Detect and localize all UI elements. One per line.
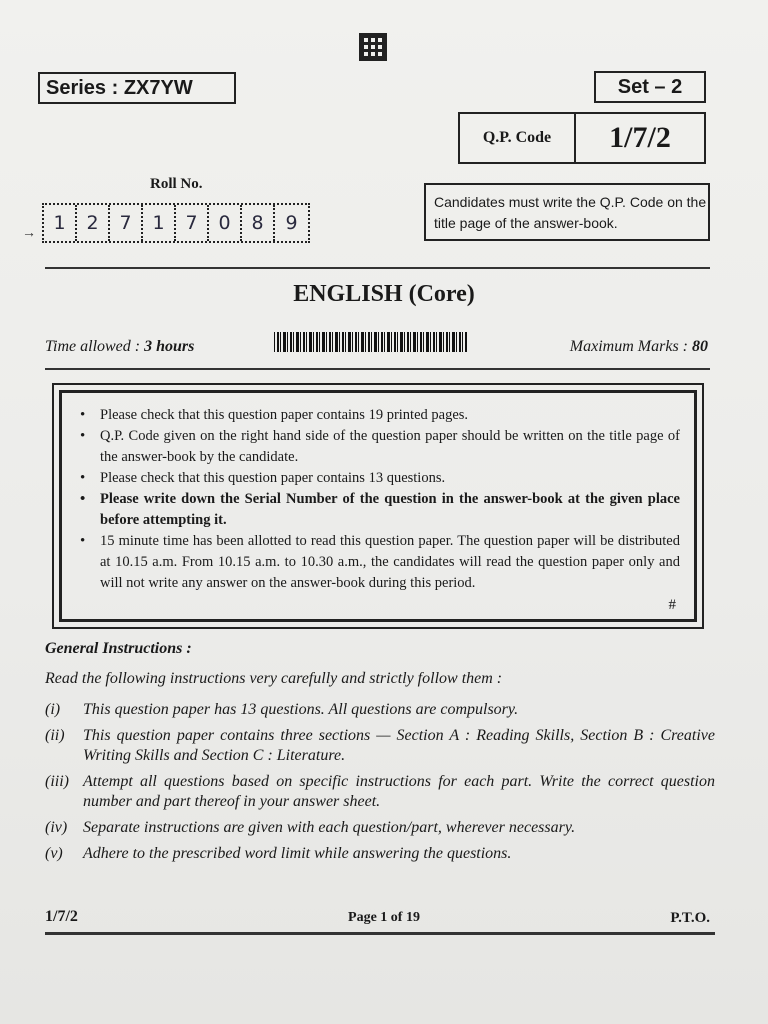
divider bbox=[45, 267, 710, 269]
roll-digit: 7 bbox=[176, 205, 209, 241]
instruction-number: (iv) bbox=[45, 819, 68, 836]
instruction-item bbox=[45, 700, 715, 720]
footer-code: 1/7/2 bbox=[45, 908, 78, 925]
footer-divider bbox=[45, 932, 715, 935]
instruction-text: This question paper contains three sections — Section A : Reading Skills, Section B : Creative Writing Skills and Section C : Literature. bbox=[83, 727, 715, 764]
notice-item: • 15 minute time has been allotted to read this question paper. The question paper will be distributed at 10.15 a.m. From 10.15 a.m. to 10.30 a.m., the candidates will read the question paper only and will not write any answer on the answer-book during this period. bbox=[78, 531, 680, 594]
notice-list bbox=[78, 405, 680, 594]
instruction-number: (iii) bbox=[45, 773, 69, 790]
instruction-item bbox=[45, 772, 715, 812]
roll-digit: 1 bbox=[143, 205, 176, 241]
roll-digit: 8 bbox=[242, 205, 275, 241]
max-marks-label: Maximum Marks : bbox=[569, 338, 688, 355]
qp-code-box bbox=[458, 112, 706, 164]
series-box bbox=[38, 72, 236, 104]
set-box bbox=[594, 71, 706, 103]
subject-suffix: (Core) bbox=[408, 281, 475, 307]
pen-mark-icon: → bbox=[22, 226, 36, 241]
instruction-item bbox=[45, 726, 715, 766]
roll-number-boxes bbox=[42, 203, 310, 243]
roll-digit: 7 bbox=[110, 205, 143, 241]
roll-no-label: Roll No. bbox=[150, 176, 203, 192]
time-label: Time allowed : bbox=[45, 338, 141, 355]
instruction-number: (v) bbox=[45, 845, 63, 862]
general-instructions-heading: General Instructions : bbox=[45, 640, 192, 657]
general-instructions-lead: Read the following instructions very carefully and strictly follow them : bbox=[45, 670, 503, 687]
qp-code-value: 1/7/2 bbox=[609, 121, 671, 154]
roll-digit: 1 bbox=[44, 205, 77, 241]
notice-inner-box bbox=[59, 390, 697, 622]
notice-item: • Please check that this question paper contains 19 printed pages. bbox=[78, 405, 680, 426]
roll-digit: 9 bbox=[285, 212, 298, 234]
maximum-marks bbox=[570, 338, 708, 356]
set-text: Set – 2 bbox=[617, 75, 683, 98]
instruction-text: Separate instructions are given with each question/part, wherever necessary. bbox=[83, 819, 576, 836]
notice-item: • Please check that this question paper contains 13 questions. bbox=[78, 468, 680, 489]
footer-page-number: Page 1 of 19 bbox=[348, 910, 420, 925]
notice-box bbox=[52, 383, 704, 629]
instruction-item bbox=[45, 818, 715, 838]
subject-name: ENGLISH bbox=[293, 281, 403, 307]
time-value: 3 hours bbox=[144, 338, 195, 355]
notice-item: • Q.P. Code given on the right hand side of the question paper should be written on the title page of the answer-book by the candidate. bbox=[78, 426, 680, 468]
roll-digit: 0 bbox=[209, 205, 242, 241]
time-allowed bbox=[45, 338, 194, 356]
series-text: Series : ZX7YW bbox=[46, 76, 193, 99]
qp-code-label: Q.P. Code bbox=[460, 114, 576, 162]
qr-code-icon bbox=[359, 33, 387, 61]
candidate-note-text: Candidates must write the Q.P. Code on the title page of the answer-book. bbox=[434, 194, 707, 231]
instruction-number: (i) bbox=[45, 701, 61, 718]
roll-digit: 2 bbox=[77, 205, 110, 241]
barcode-icon bbox=[274, 332, 467, 352]
instruction-text: Adhere to the prescribed word limit while answering the questions. bbox=[83, 845, 512, 862]
instruction-item bbox=[45, 844, 715, 864]
instruction-list bbox=[45, 700, 715, 870]
instruction-text: Attempt all questions based on specific instructions for each part. Write the correct question number and part thereof in your answer sheet. bbox=[83, 773, 715, 810]
notice-item: • Please write down the Serial Number of the question in the answer-book at the given place before attempting it. bbox=[78, 489, 680, 531]
instruction-text: This question paper has 13 questions. All questions are compulsory. bbox=[83, 701, 519, 718]
hash-mark: # bbox=[668, 597, 676, 613]
subject-title bbox=[0, 281, 768, 308]
divider bbox=[45, 368, 710, 370]
footer-pto: P.T.O. bbox=[670, 910, 710, 926]
max-marks-value: 80 bbox=[692, 338, 708, 355]
candidate-note-box bbox=[424, 183, 710, 241]
instruction-number: (ii) bbox=[45, 727, 65, 744]
